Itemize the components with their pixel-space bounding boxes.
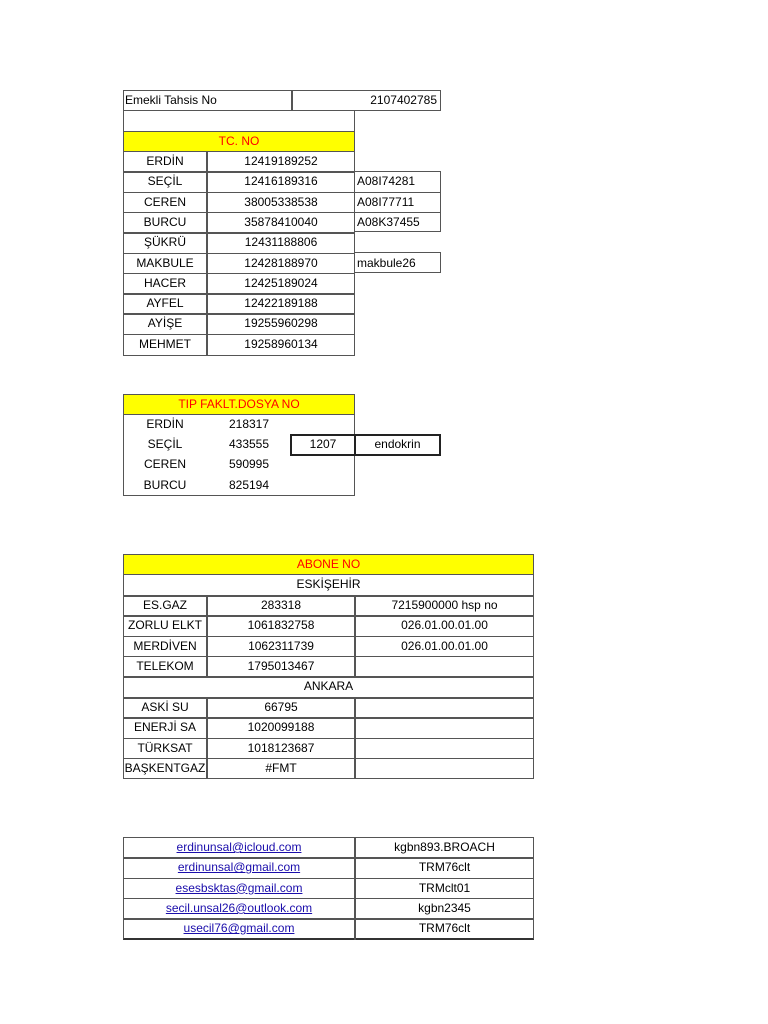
abone-name: BAŞKENTGAZ: [124, 760, 206, 775]
tc-name: AYFEL: [146, 296, 184, 311]
tip-side-dept: endokrin: [374, 437, 421, 451]
tc-number: 35878410040: [244, 214, 318, 229]
abone-name: ZORLU ELKT: [127, 618, 202, 633]
tc-header: TC. NO: [123, 131, 355, 152]
abone-extra: 026.01.00.01.00: [401, 618, 488, 633]
email-password: TRMclt01: [418, 880, 471, 895]
abone-name: ENERJİ SA: [133, 720, 196, 735]
abone-number: 1062311739: [248, 638, 314, 653]
abone-number: 66795: [264, 700, 298, 714]
tc-name: CEREN: [143, 194, 186, 209]
tc-name: SEÇİL: [147, 174, 183, 189]
tc-number: 19258960134: [244, 336, 318, 351]
abone-number: 1795013467: [247, 658, 315, 673]
abone-extra: 026.01.00.01.00: [401, 638, 488, 653]
abone-extra: [356, 698, 533, 718]
tip-number: 590995: [228, 457, 270, 472]
email-link[interactable]: erdinunsal@gmail.com: [177, 860, 301, 875]
tc-name: MEHMET: [139, 336, 191, 351]
abone-name: ASKİ SU: [141, 700, 189, 714]
abone-header: ABONE NO: [123, 554, 534, 575]
abone-name: TELEKOM: [136, 658, 194, 673]
abone-number: 1061832758: [247, 618, 315, 633]
emekli-value: 2107402785: [370, 93, 437, 107]
tip-name: BURCU: [143, 477, 187, 492]
tc-number: 12431188806: [244, 235, 318, 250]
tc-name: HACER: [143, 275, 186, 290]
tip-number: 825194: [228, 477, 270, 492]
tc-number: 12422189188: [244, 296, 318, 311]
email-link[interactable]: erdinunsal@icloud.com: [176, 840, 302, 854]
email-link[interactable]: secil.unsal26@outlook.com: [165, 900, 313, 915]
email-link[interactable]: esesbsktas@gmail.com: [175, 880, 303, 895]
email-password: kgbn893.BROACH: [394, 840, 495, 854]
tc-number: 38005338538: [244, 194, 318, 209]
email-link[interactable]: usecil76@gmail.com: [183, 921, 295, 936]
abone-name: TÜRKSAT: [137, 740, 193, 755]
tc-extra-box: [354, 171, 441, 232]
abone-extra: [356, 759, 533, 779]
abone-number: 1020099188: [247, 720, 315, 735]
abone-number: 283318: [260, 598, 302, 612]
abone-number: #FMT: [265, 760, 297, 775]
abone-extra: [356, 739, 533, 759]
tip-side-code: 1207: [309, 437, 337, 451]
abone-name: MERDİVEN: [133, 638, 197, 653]
abone-section-eskisehir: ESKİŞEHİR: [296, 577, 361, 591]
abone-extra: 7215900000 hsp no: [391, 598, 498, 612]
abone-number: 1018123687: [247, 740, 315, 755]
tc-extra: A08K37455: [357, 214, 420, 229]
tip-name: CEREN: [143, 457, 186, 472]
tc-extra-box-makbule: [354, 252, 441, 273]
tc-extra: A08I77711: [357, 194, 415, 209]
email-password: TRM76clt: [418, 860, 471, 875]
tc-name: ERDİN: [146, 154, 184, 168]
abone-extra: [356, 657, 533, 677]
emekli-label: Emekli Tahsis No: [125, 93, 217, 107]
tc-name: MAKBULE: [136, 255, 194, 270]
tc-number: 12416189316: [244, 174, 318, 189]
abone-extra: [356, 718, 533, 738]
tc-name: AYİŞE: [147, 316, 183, 331]
tc-number: 19255960298: [244, 316, 318, 331]
tc-extra: A08I74281: [357, 174, 416, 189]
tc-name: BURCU: [143, 214, 187, 229]
abone-section-ankara: ANKARA: [303, 679, 354, 693]
tc-number: 12425189024: [244, 275, 318, 290]
tip-name: SEÇİL: [147, 437, 183, 452]
email-password: TRM76clt: [418, 921, 471, 936]
tc-name: ŞÜKRÜ: [143, 235, 186, 250]
email-password: kgbn2345: [418, 900, 471, 915]
tc-number: 12428188970: [244, 255, 318, 270]
tc-number: 12419189252: [244, 154, 318, 168]
emekli-blank-row: [123, 110, 355, 131]
abone-name: ES.GAZ: [142, 598, 187, 612]
tc-extra: makbule26: [357, 255, 416, 270]
tip-name: ERDİN: [146, 417, 184, 431]
tip-number: 433555: [228, 437, 270, 452]
tip-header: TIP FAKLT.DOSYA NO: [123, 394, 355, 415]
tip-number: 218317: [228, 417, 270, 431]
